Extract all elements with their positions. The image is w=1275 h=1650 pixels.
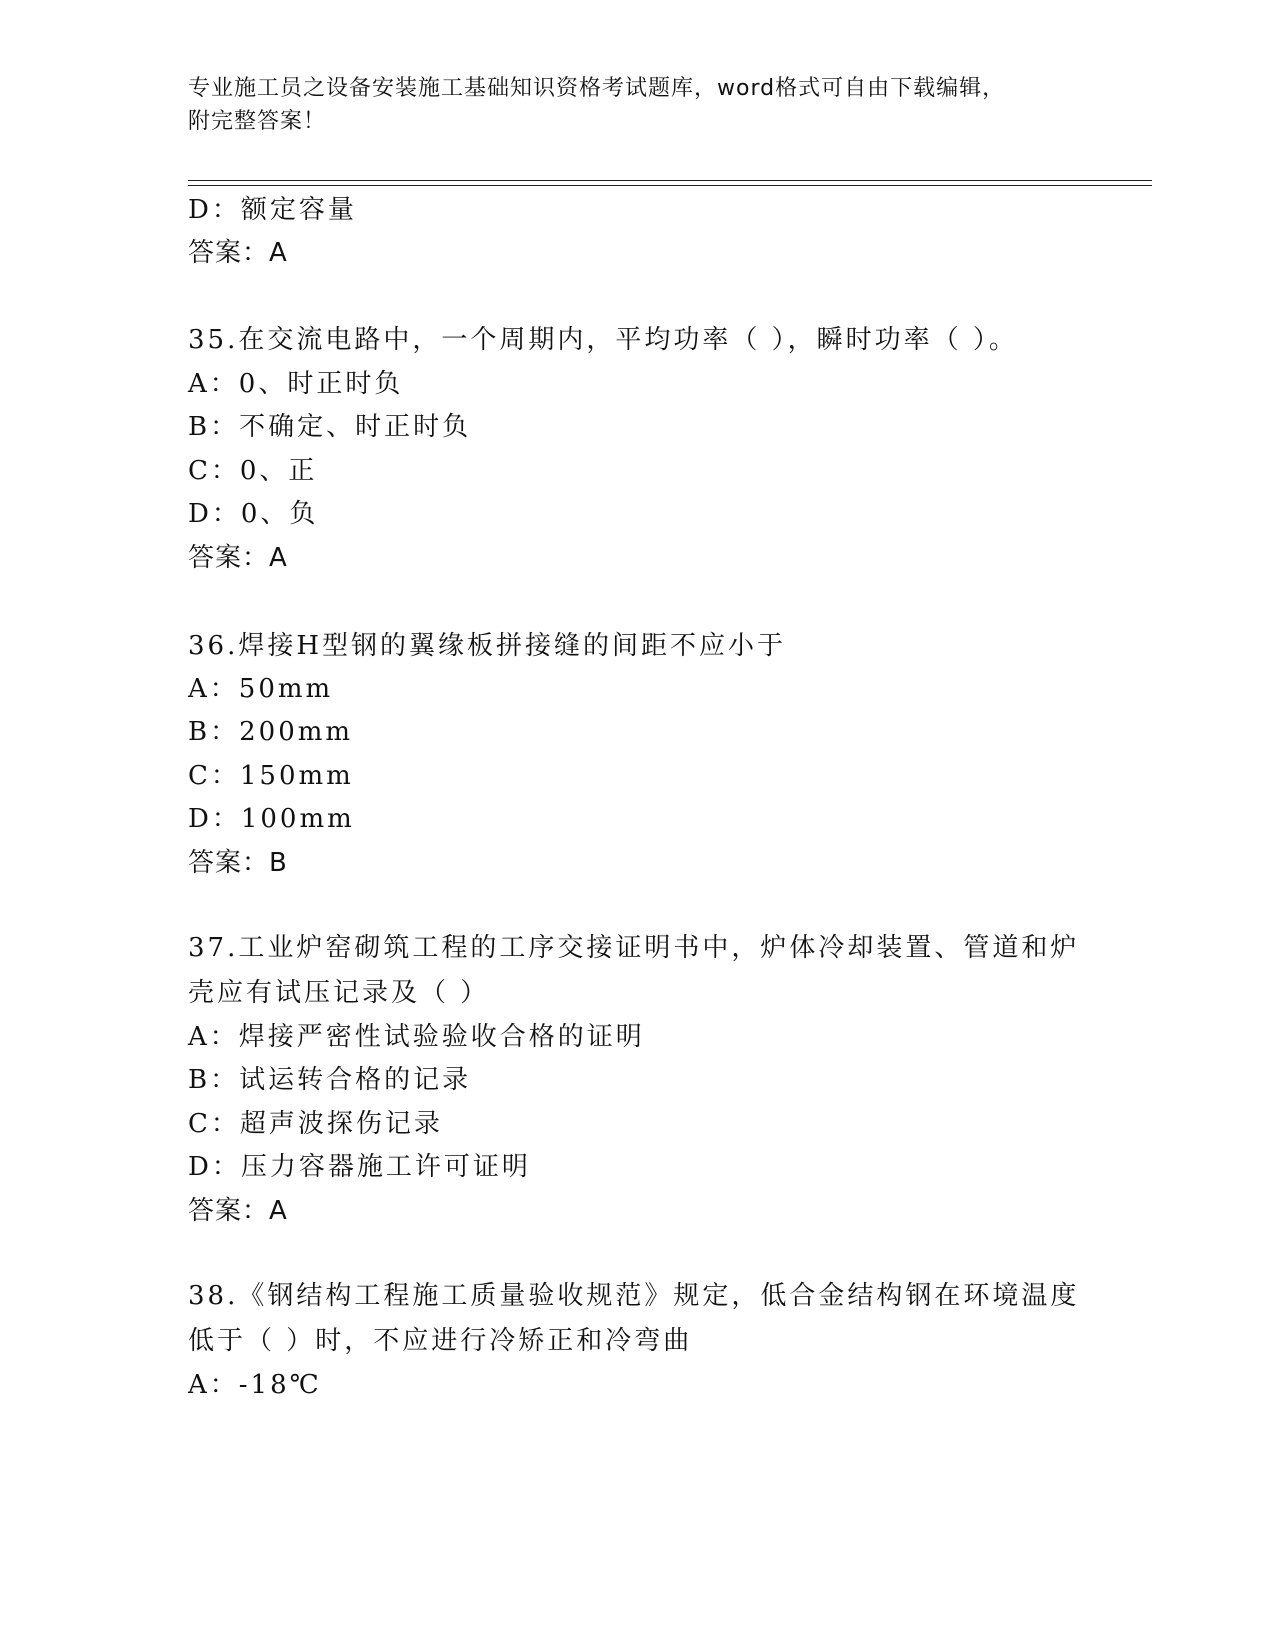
q35-option-a: A：0、时正时负 (188, 369, 404, 399)
q36-option-a: A：50mm (188, 674, 334, 704)
q36-text: 36.焊接H型钢的翼缘板拼接缝的间距不应小于 (188, 631, 787, 661)
header-line-2: 附完整答案！ (188, 109, 327, 134)
q35-option-d: D：0、负 (188, 499, 319, 529)
q35-text: 35.在交流电路中，一个周期内，平均功率（ ），瞬时功率（ ）。 (188, 325, 1018, 355)
q36-option-d: D：100mm (188, 804, 355, 834)
header-line-1: 专业施工员之设备安装施工基础知识资格考试题库，word格式可自由下载编辑， (188, 76, 1006, 101)
q38-text: 38.《钢结构工程施工质量验收规范》规定，低合金结构钢在环境温度低于（ ）时，不应进行冷矫正和冷弯曲 (188, 1281, 1080, 1356)
q37-option-d: D：压力容器施工许可证明 (188, 1152, 531, 1182)
q37-option-c: C：超声波探伤记录 (188, 1109, 443, 1139)
q37-text: 37.工业炉窑砌筑工程的工序交接证明书中，炉体冷却装置、管道和炉壳应有试压记录及（ ） (188, 933, 1080, 1008)
q36-option-b: B：200mm (188, 717, 354, 747)
q35-option-c: C：0、正 (188, 456, 318, 486)
q38-option-a: A：-18℃ (188, 1370, 322, 1400)
prev-option-d: D：额定容量 (188, 195, 357, 225)
prev-answer: 答案：A (188, 238, 288, 268)
q36-option-c: C：150mm (188, 761, 354, 791)
q37-option-b: B：试运转合格的记录 (188, 1065, 472, 1095)
q36-answer: 答案：B (188, 848, 288, 878)
header-divider-bottom (188, 185, 1152, 186)
q35-option-b: B：不确定、时正时负 (188, 412, 472, 442)
q37-option-a: A：焊接严密性试验验收合格的证明 (188, 1022, 645, 1052)
document-header (188, 72, 1068, 138)
q35-answer: 答案：A (188, 543, 288, 573)
q37-answer: 答案：A (188, 1196, 288, 1226)
header-divider-top (188, 180, 1152, 181)
